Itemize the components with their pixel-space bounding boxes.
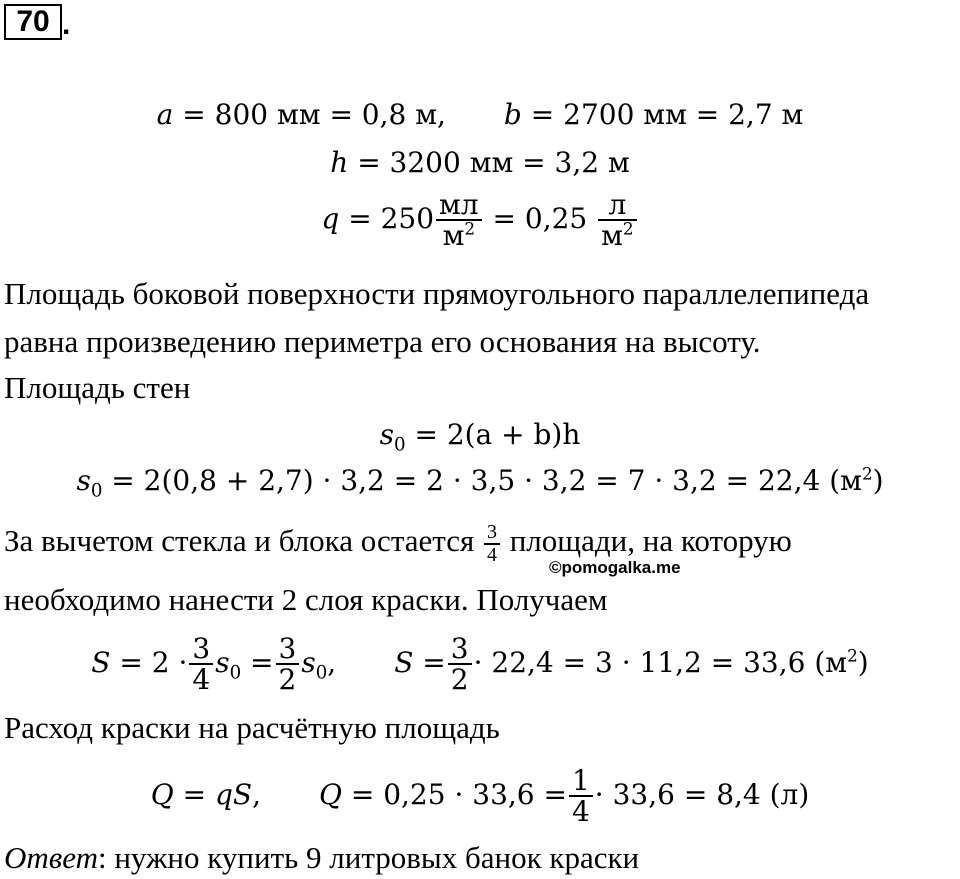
h-value: = 3200 мм = 3,2 м: [357, 146, 630, 179]
s0-def-rhs: = 2(a + b)h: [414, 418, 581, 451]
formula-S: S = 2 · $\frac{3}{4}$ $s_0$ = $\frac{3}{2}$ $s_0$, S = $\frac{3}{2}$ · 22,4 = 3 · 11,2 = 33,6 $(м^2)$: [91, 632, 869, 697]
answer-text: : нужно купить 9 литровых банок краски: [97, 840, 640, 875]
paragraph-wall-area: Площадь стен: [4, 370, 191, 405]
given-h-line: [0, 146, 960, 179]
three-quarters-den: 4: [486, 544, 497, 566]
paragraph-lateral-area-2: равна произведению периметра его основания на высоту.: [4, 324, 761, 359]
formula-s0-calculation: $s_0 = 2(0,8 + 2,7) \cdot 3,2 = 2 \cdot 3,5 \cdot 3,2 = 7 \cdot 3,2 = 22,4$ $(м^2)$: [76, 463, 884, 502]
S-calc-tail: · 22,4 = 3 · 11,2 = 33,6 (м: [473, 645, 848, 679]
formula-s0-definition: $s_0 = 2(a + b)h$: [379, 418, 581, 456]
q-frac2-den: м: [601, 219, 623, 253]
given-a-b-line: [0, 98, 960, 131]
q-frac1-den: м: [442, 219, 465, 253]
Q-calc-tail: · 33,6 = 8,4 (л): [594, 777, 810, 811]
problem-number-dot: .: [62, 8, 71, 41]
var-b: b: [503, 98, 522, 131]
problem-number: 70: [4, 4, 62, 40]
paragraph-remaining-area-2: необходимо нанести 2 слоя краски. Получаем: [4, 582, 608, 617]
three-quarters-num: 3: [484, 522, 500, 545]
q-frac1-num: мл: [436, 190, 482, 221]
var-h: h: [330, 146, 349, 179]
q-frac2-num: л: [598, 190, 636, 221]
paragraph-paint-consumption: Расход краски на расчётную площадь: [4, 710, 500, 745]
q-fraction-l-m2: $\frac{л}{м^2}$: [598, 190, 636, 251]
q-fraction-ml-m2: $\frac{мл}{м^2}$: [436, 190, 482, 251]
q-middle: = 0,25: [492, 201, 588, 235]
Q-calc-mid: = 0,25 · 33,6 =: [350, 777, 567, 811]
s0-calc-rhs: = 2(0,8 + 2,7) · 3,2 = 2 · 3,5 · 3,2 = 7 · 3,2 = 22,4 (м: [111, 464, 862, 497]
a-value: = 800 мм = 0,8 м,: [182, 98, 446, 131]
paragraph-lateral-area-1: Площадь боковой поверхности прямоугольного параллелепипеда: [4, 276, 870, 311]
watermark: ©pomogalka.me: [549, 558, 681, 577]
remaining-text-after: площади, на которую: [509, 523, 792, 559]
given-q-line: [0, 190, 960, 251]
three-quarters-fraction: [484, 522, 500, 566]
var-q: q: [321, 201, 340, 235]
answer-label: Ответ: [4, 840, 98, 875]
b-value: = 2700 мм = 2,7 м: [530, 98, 804, 131]
answer-line: [4, 840, 639, 876]
var-a: a: [156, 98, 174, 131]
formula-Q: Q = qS, Q = 0,25 · 33,6 = $\frac{1}{4}$ · 33,6 = 8,4 (л): [150, 764, 810, 829]
remaining-text-before: За вычетом стекла и блока остается: [4, 523, 475, 559]
q-prefix: = 250: [348, 201, 435, 235]
